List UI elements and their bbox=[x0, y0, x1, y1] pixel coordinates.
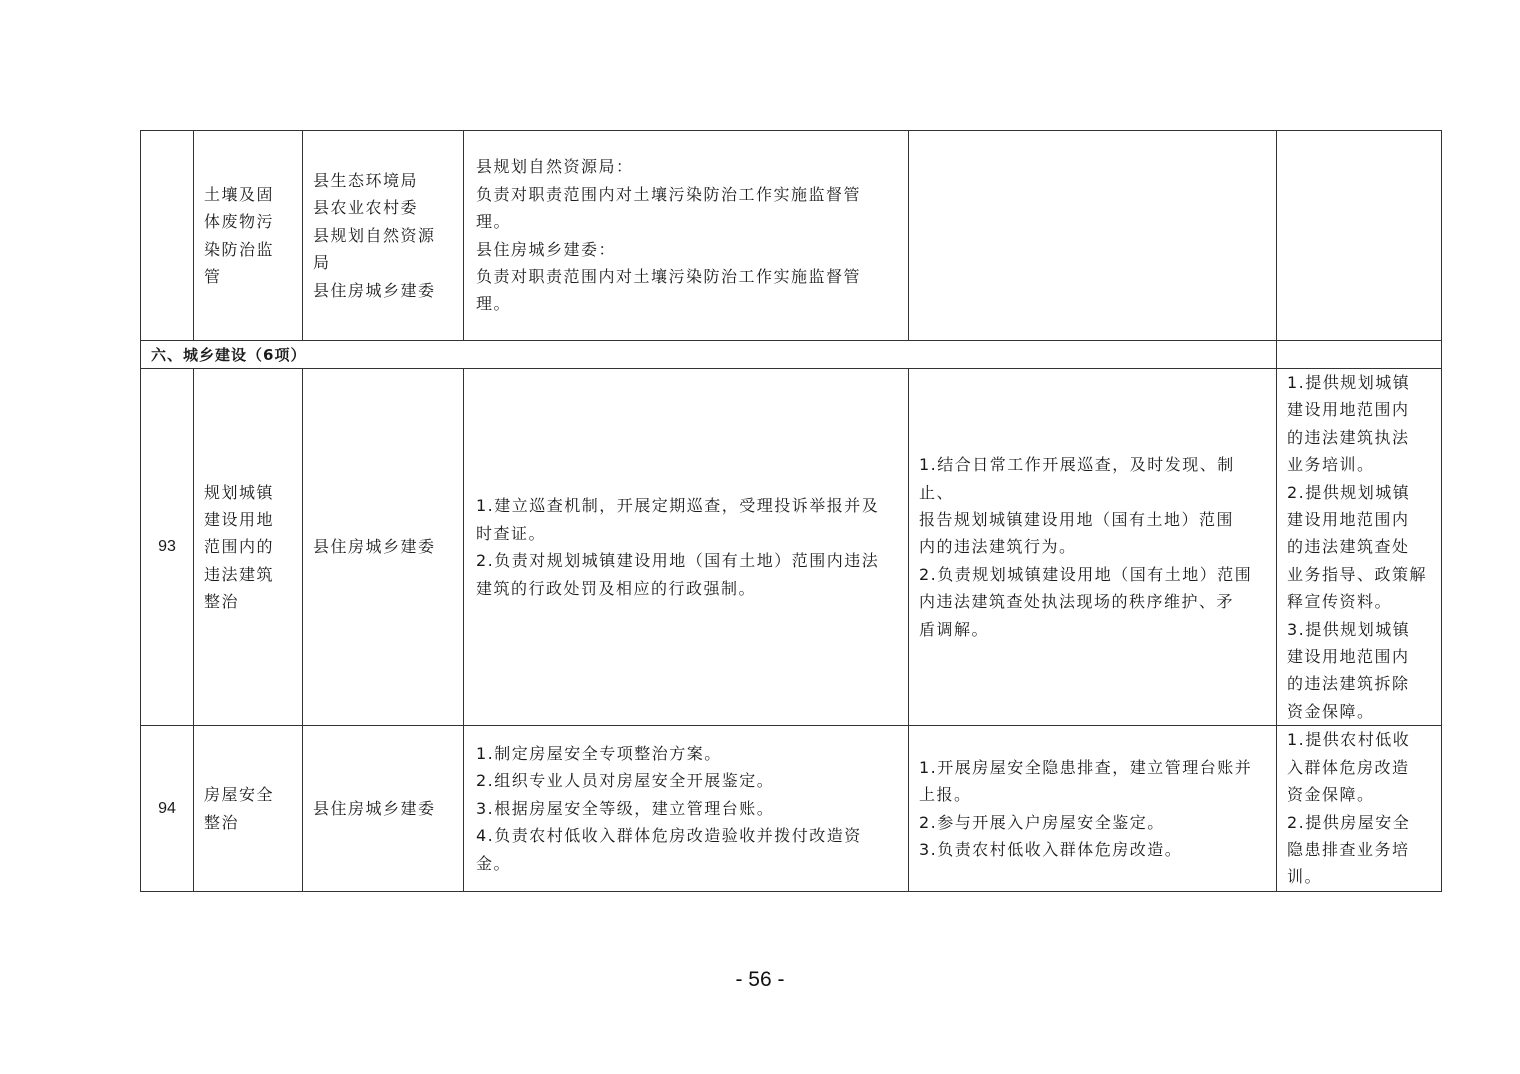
town-duty-cell bbox=[909, 369, 1277, 726]
cell-text-line: 1.提供规划城镇 bbox=[1287, 373, 1411, 392]
cell-text-line: 建设用地范围内 bbox=[1287, 647, 1410, 667]
cell-text-line: 建设用地 bbox=[204, 510, 275, 530]
cell-text-line: 范围内的 bbox=[204, 537, 275, 557]
cell-text-line: 资金保障。 bbox=[1287, 701, 1375, 721]
section-empty-cell bbox=[1277, 341, 1442, 369]
cell-text-line: 县生态环境局 bbox=[313, 170, 419, 190]
cell-text-line: 时查证。 bbox=[476, 523, 547, 543]
cell-text-line: 的违法建筑执法 bbox=[1287, 427, 1410, 447]
support-cell bbox=[1277, 726, 1442, 891]
cell-text-line: 县农业农村委 bbox=[313, 198, 419, 218]
cell-text-line: 1.提供农村低收 bbox=[1287, 730, 1411, 750]
county-duty-cell bbox=[464, 369, 909, 726]
cell-text-line: 2.组织专业人员对房屋安全开展鉴定。 bbox=[476, 771, 775, 791]
cell-text-line: 1.制定房屋安全专项整治方案。 bbox=[476, 743, 722, 763]
cell-text-line: 房屋安全 bbox=[204, 785, 275, 805]
cell-text-line: 1.结合日常工作开展巡查，及时发现、制止、 bbox=[919, 455, 1235, 502]
section-row bbox=[141, 341, 1442, 369]
cell-text-line: 理。 bbox=[476, 212, 512, 232]
cell-text-line: 建设用地范围内 bbox=[1287, 510, 1410, 530]
item-name-cell bbox=[194, 131, 303, 341]
cell-text-line: 的违法建筑拆除 bbox=[1287, 674, 1410, 694]
cell-text-line: 体废物污 bbox=[204, 212, 275, 232]
cell-text-line: 上报。 bbox=[919, 785, 972, 805]
cell-text-line: 县住房城乡建委 bbox=[313, 537, 436, 557]
cell-text-line: 1.开展房屋安全隐患排查，建立管理台账并 bbox=[919, 757, 1253, 777]
lead-department-cell bbox=[303, 726, 464, 891]
cell-text-line: 理。 bbox=[476, 294, 512, 314]
cell-text-line: 县住房城乡建委： bbox=[476, 239, 617, 259]
item-name-cell bbox=[194, 369, 303, 726]
county-duty-cell bbox=[464, 131, 909, 341]
town-duty-cell bbox=[909, 726, 1277, 891]
cell-text-line: 县住房城乡建委 bbox=[313, 798, 436, 818]
cell-text-line: 负责对职责范围内对土壤污染防治工作实施监督管 bbox=[476, 266, 862, 286]
responsibility-table bbox=[140, 130, 1442, 892]
cell-text-line: 违法建筑 bbox=[204, 564, 275, 584]
cell-text-line: 县住房城乡建委 bbox=[313, 280, 436, 300]
cell-text-line: 内违法建筑查处执法现场的秩序维护、矛 bbox=[919, 592, 1235, 612]
cell-text-line: 3.根据房屋安全等级，建立管理台账。 bbox=[476, 798, 775, 818]
cell-text-line: 建设用地范围内 bbox=[1287, 400, 1410, 420]
table-row-top bbox=[141, 131, 1442, 341]
cell-text-line: 2.提供房屋安全 bbox=[1287, 812, 1411, 832]
cell-text-line: 2.提供规划城镇 bbox=[1287, 482, 1411, 502]
cell-text-line: 规划城镇 bbox=[204, 482, 275, 502]
cell-text-line: 局 bbox=[313, 253, 331, 273]
cell-text-line: 1.建立巡查机制，开展定期巡查，受理投诉举报并及 bbox=[476, 496, 880, 516]
row-number-cell: 93 bbox=[141, 369, 194, 726]
cell-text-line: 金。 bbox=[476, 853, 512, 873]
town-duty-cell bbox=[909, 131, 1277, 341]
support-cell bbox=[1277, 131, 1442, 341]
cell-text-line: 2.负责规划城镇建设用地（国有土地）范围 bbox=[919, 564, 1253, 584]
cell-text-line: 3.提供规划城镇 bbox=[1287, 619, 1411, 639]
cell-text-line: 入群体危房改造 bbox=[1287, 757, 1410, 777]
cell-text-line: 盾调解。 bbox=[919, 619, 990, 639]
support-cell bbox=[1277, 369, 1442, 726]
row-number-cell bbox=[141, 131, 194, 341]
cell-text-line: 报告规划城镇建设用地（国有土地）范围 bbox=[919, 510, 1235, 530]
cell-text-line: 整治 bbox=[204, 812, 240, 832]
table-row-94 bbox=[141, 726, 1442, 891]
cell-text-line: 2.参与开展入户房屋安全鉴定。 bbox=[919, 812, 1165, 832]
cell-text-line: 2.负责对规划城镇建设用地（国有土地）范围内违法 bbox=[476, 551, 880, 571]
cell-text-line: 土壤及固 bbox=[204, 184, 275, 204]
cell-text-line: 3.负责农村低收入群体危房改造。 bbox=[919, 839, 1183, 859]
cell-text-line: 隐患排查业务培 bbox=[1287, 839, 1410, 859]
cell-text-line: 负责对职责范围内对土壤污染防治工作实施监督管 bbox=[476, 184, 862, 204]
cell-text-line: 染防治监 bbox=[204, 239, 275, 259]
lead-department-cell bbox=[303, 369, 464, 726]
cell-text-line: 资金保障。 bbox=[1287, 785, 1375, 805]
cell-text-line: 释宣传资料。 bbox=[1287, 592, 1393, 612]
cell-text-line: 管 bbox=[204, 266, 222, 286]
cell-text-line: 训。 bbox=[1287, 867, 1323, 887]
cell-text-line: 业务指导、政策解 bbox=[1287, 564, 1428, 584]
cell-text-line: 县规划自然资源 bbox=[313, 225, 436, 245]
row-number-cell: 94 bbox=[141, 726, 194, 891]
cell-text-line: 建筑的行政处罚及相应的行政强制。 bbox=[476, 578, 757, 598]
cell-text-line: 县规划自然资源局： bbox=[476, 157, 634, 177]
cell-text-line: 业务培训。 bbox=[1287, 455, 1375, 475]
lead-department-cell bbox=[303, 131, 464, 341]
page-number: - 56 - bbox=[735, 968, 785, 991]
cell-text-line: 的违法建筑查处 bbox=[1287, 537, 1410, 557]
cell-text-line: 整治 bbox=[204, 592, 240, 612]
cell-text-line: 内的违法建筑行为。 bbox=[919, 537, 1077, 557]
item-name-cell bbox=[194, 726, 303, 891]
table-row-93 bbox=[141, 369, 1442, 726]
cell-text-line: 4.负责农村低收入群体危房改造验收并拨付改造资 bbox=[476, 826, 862, 846]
county-duty-cell bbox=[464, 726, 909, 891]
section-heading: 六、城乡建设（6项） bbox=[141, 341, 1277, 369]
